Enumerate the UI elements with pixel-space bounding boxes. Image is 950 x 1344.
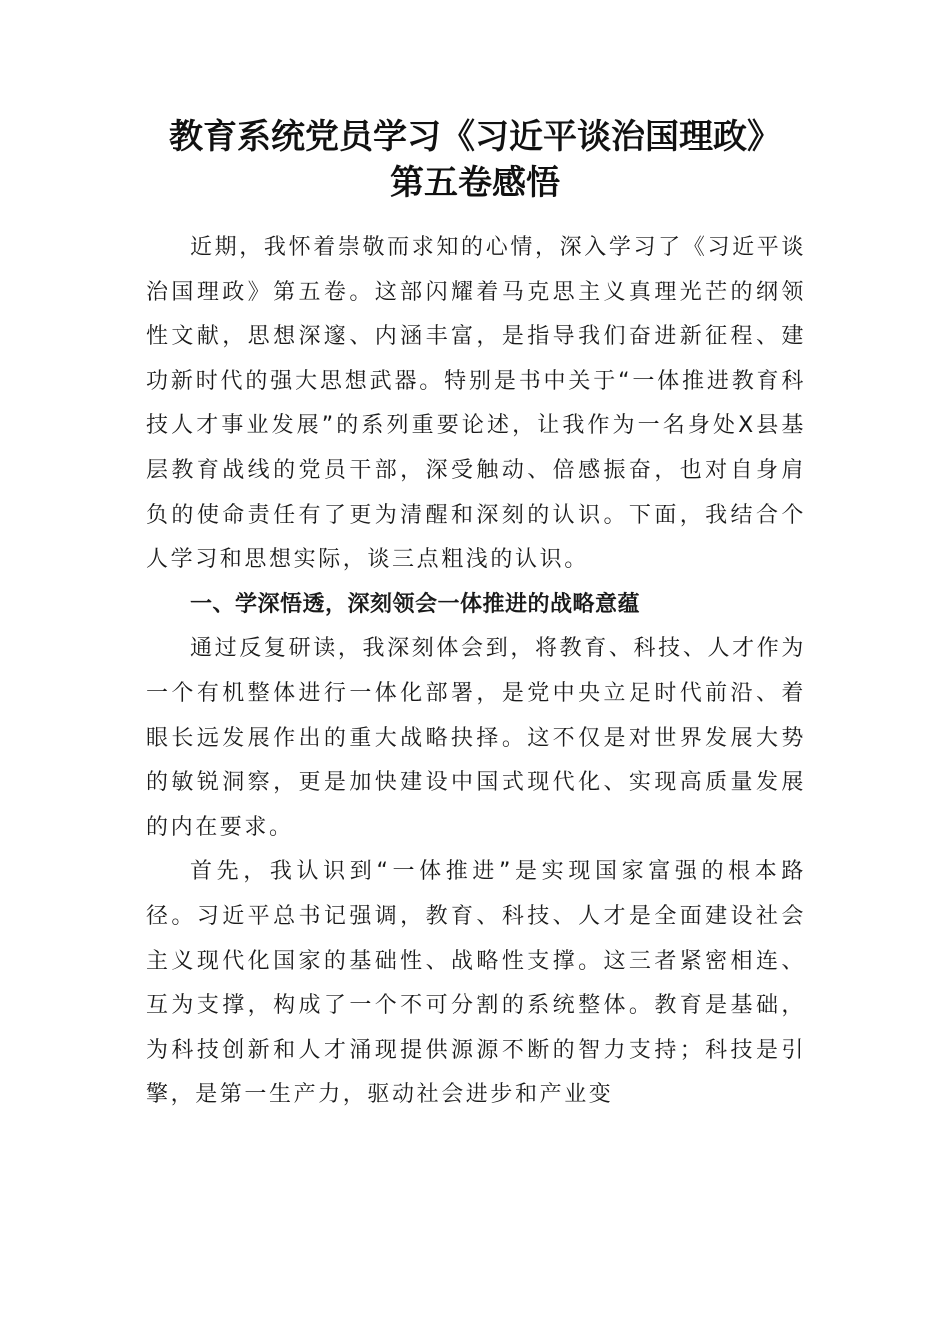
document-title	[100, 114, 850, 206]
paragraph-section-1-first: 首先，我认识到“一体推进”是实现国家富强的根本路径。习近平总书记强调，教育、科技、人才是全面建设社会主义现代化国家的基础性、战略性支撑。这三者紧密相连、互为支撑，构成了一个不可分割的系统整体。教育是基础，为科技创新和人才涌现提供源源不断的智力支持；科技是引擎，是第一生产力，驱动社会进步和产业变	[146, 859, 806, 1108]
title-line-2: 第五卷感悟	[390, 163, 560, 203]
paragraph-intro: 近期，我怀着崇敬而求知的心情，深入学习了《习近平谈治国理政》第五卷。这部闪耀着马克思主义真理光芒的纲领性文献，思想深邃、内涵丰富，是指导我们奋进新征程、建功新时代的强大思想武器。特别是书中关于“一体推进教育科技人才事业发展”的系列重要论述，让我作为一名身处X县基层教育战线的党员干部，深受触动、倍感振奋，也对自身肩负的使命责任有了更为清醒和深刻的认识。下面，我结合个人学习和思想实际，谈三点粗浅的认识。	[146, 235, 806, 573]
section-heading-1: 一、学深悟透，深刻领会一体推进的战略意蕴	[190, 591, 641, 617]
title-line-1: 教育系统党员学习《习近平谈治国理政》	[169, 117, 781, 157]
document-body	[146, 226, 806, 1118]
paragraph-section-1-intro: 通过反复研读，我深刻体会到，将教育、科技、人才作为一个有机整体进行一体化部署，是党中央立足时代前沿、着眼长远发展作出的重大战略抉择。这不仅是对世界发展大势的敏锐洞察，更是加快建设中国式现代化、实现高质量发展的内在要求。	[146, 636, 806, 840]
